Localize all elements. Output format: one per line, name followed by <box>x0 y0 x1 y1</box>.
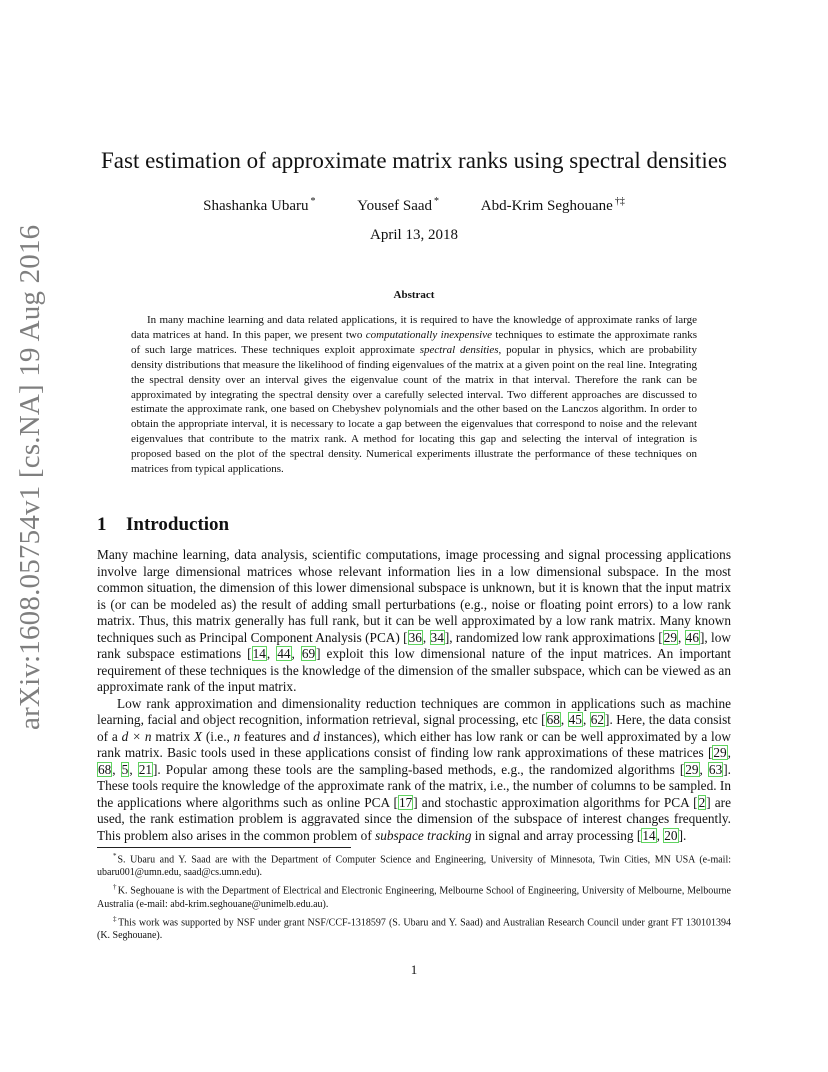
citation-link[interactable]: 46 <box>685 629 699 645</box>
page-number: 1 <box>410 962 418 977</box>
body-text-run: matrix <box>151 728 194 744</box>
section-number: 1 <box>97 514 107 535</box>
body-text-run: in signal and array processing [ <box>471 827 642 843</box>
author-affiliation-mark: * <box>310 196 316 207</box>
author-seghouane <box>481 192 625 216</box>
citation-link[interactable]: 14 <box>252 646 266 661</box>
body-text-run: Many machine learning, data analysis, scientific computations, image processing and signal processing applications involve large dimensional matrices whose relevant information lies in a low dimensional subspace. In the most common situation, the dimension of this lower dimensional subspace is unknown, but it is known that the input matrix is (or can be modeled as) the result of adding small perturbations (e.g., noise or floating point errors) to a low rank matrix. Thus, this matrix generally has full rank, but it can be well approximated by a low rank matrix. Many known techniques such as Principal Component Analysis (PCA) [ <box>97 547 731 645</box>
abstract-text: , popular in physics, which are probability density distributions that measure the likelihood of finding eigenvalues of the matrix at a given point on the real line. Integrating the spectral density over an interval gives the eigenvalue count of the matrix in that interval. Therefore the rank can be approximated by integrating the spectral density over a carefully selected interval. Two different approaches are discussed to estimate the approximate rank, one based on Chebyshev polynomials and the other based on the Lanczos algorithm. In order to obtain the appropriate interval, it is necessary to locate a gap between the eigenvalues that correspond to noise and the relevant eigenvalues that contribute to the matrix rank. A method for locating this gap and selecting the interval of integration is proposed based on the plot of the spectral density. Numerical experiments illustrate the performance of these techniques on matrices from typical applications. <box>131 343 697 476</box>
citation-link[interactable]: 20 <box>664 827 678 843</box>
citation-link[interactable]: 29 <box>713 745 727 760</box>
author-name: Abd-Krim Seghouane <box>480 198 613 214</box>
body-text-run: ]. These tools require the knowledge of the approximate rank of the matrix, i.e., the number of columns to be sampled. In the applications where algorithms such as online PCA [ <box>97 761 731 810</box>
citation-link[interactable]: 68 <box>546 712 560 727</box>
author-affiliation-mark: †‡ <box>614 196 625 207</box>
citation-link[interactable]: 45 <box>568 712 582 727</box>
abstract-heading: Abstract <box>393 289 435 301</box>
body-text-run: instances), which either has low rank or can be well approximated by a low rank matrix. Basic tools used in these applications consist of finding low rank approximations of these matrices [ <box>97 728 731 760</box>
citation-link[interactable]: 29 <box>685 761 699 777</box>
body-text-run: features and <box>240 728 314 744</box>
arxiv-identifier-stamp: arXiv:1608.05754v1 [cs.NA] 19 Aug 2016 <box>14 224 46 730</box>
footnote-text: This work was supported by NSF under grant NSF/CCF-1318597 (S. Ubaru and Y. Saad) and Australian Research Council under grant FT 130101394 (K. Seghouane). <box>97 917 731 941</box>
citation-link[interactable]: 44 <box>277 646 291 661</box>
math-inline: d × n <box>121 728 152 744</box>
body-text-run: ]. Popular among these tools are the sampling-based methods, e.g., the randomized algorithms [ <box>153 761 685 777</box>
citation-link[interactable]: 17 <box>398 794 413 810</box>
body-text-run: Low rank approximation and dimensionality reduction techniques are common in applications such as machine learning, facial and object recognition, information retrieval, signal processing, etc [ <box>97 695 731 727</box>
body-text-run: (i.e., <box>202 728 234 744</box>
citation-link[interactable]: 63 <box>708 761 723 777</box>
footnote-divider <box>97 847 351 848</box>
paragraph: Many machine learning, data analysis, scientific computations, image processing and signal processing applications involve large dimensional matrices whose relevant information lies in a low dimensional subspace. In the most common situation, the dimension of this lower dimensional subspace is unknown, but it is known that the input matrix is (or can be modeled as) the result of adding small perturbations (e.g., noise or floating point errors) to a low rank matrix. Thus, this matrix generally has full rank, but it can be well approximated by a low rank matrix. Many known techniques such as Principal Component Analysis (PCA) [36, 34], randomized low rank approximations [29, 46], low rank subspace estimations [14, 44, 69] exploit this low dimensional nature of the input matrices. An important requirement of these techniques is the knowledge of the dimension of the smaller subspace, which can be viewed as an approximate rank of the input matrix. <box>97 547 731 694</box>
citation-link[interactable]: 69 <box>301 646 316 661</box>
citation-link[interactable]: 21 <box>138 761 152 777</box>
paper-date: April 13, 2018 <box>370 227 458 243</box>
citation-link[interactable]: 29 <box>663 629 678 645</box>
section-heading-introduction <box>97 512 229 538</box>
citation-link[interactable]: 36 <box>408 629 422 645</box>
citation-link[interactable]: 2 <box>698 794 706 810</box>
body-text-run: ]. <box>678 827 687 843</box>
citation-link[interactable]: 14 <box>642 827 656 843</box>
author-name: Yousef Saad <box>357 198 433 214</box>
introduction-body <box>97 547 731 844</box>
author-name: Shashanka Ubaru <box>203 198 309 214</box>
abstract-body <box>131 313 697 477</box>
footnote-3 <box>97 913 731 943</box>
body-emphasis: subspace tracking <box>375 827 472 843</box>
author-affiliation-mark: * <box>434 196 440 207</box>
citation-link[interactable]: 68 <box>98 761 112 777</box>
footnote-mark: ‡ <box>113 914 118 923</box>
citation-link[interactable]: 34 <box>430 629 444 645</box>
math-inline: n <box>233 728 241 744</box>
paragraph: Low rank approximation and dimensionality reduction techniques are common in applications such as machine learning, facial and object recognition, information retrieval, signal processing, etc [68, 45, 62]. Here, the data consist of a d × n matrix X (i.e., n features and d instances), which either has low rank or can be well approximated by a low rank matrix. Basic tools used in these applications consist of finding low rank approximations of these matrices [29, 68, 5, 21]. Popular among these tools are the sampling-based methods, e.g., the randomized algorithms [29, 63]. These tools require the knowledge of the approximate rank of the matrix, i.e., the number of columns to be sampled. In the applications where algorithms such as online PCA [17] and stochastic approximation algorithms for PCA [2] are used, the rank estimation problem is aggravated since the dimension of the subspace of interest changes frequently. This problem also arises in the common problem of subspace tracking in signal and array processing [14, 20]. <box>97 695 732 843</box>
footnote-text: S. Ubaru and Y. Saad are with the Department of Computer Science and Engineering, University of Minnesota, Twin Cities, MN USA (e-mail: ubaru001@umn.edu, saad@cs.umn.edu). <box>97 854 731 879</box>
author-ubaru <box>203 192 315 216</box>
footnote-2 <box>97 881 731 911</box>
footnote-mark: † <box>113 883 117 892</box>
author-list <box>0 192 828 216</box>
abstract-text: In many machine learning and data related applications, it is required to have the knowledge of approximate ranks of large data matrices at hand. In this paper, we present two <box>131 314 697 341</box>
body-text-run: ], low rank subspace estimations [ <box>97 629 731 661</box>
math-inline: d <box>313 728 320 744</box>
abstract-emphasis: spectral densities <box>419 343 499 356</box>
footnote-text: K. Seghouane is with the Department of Electrical and Electronic Engineering, Melbourne School of Engineering, University of Melbourne, Melbourne Australia (e-mail: abd-krim.seghouane@unimelb.edu.au). <box>97 885 731 910</box>
author-saad <box>357 192 439 216</box>
citation-link[interactable]: 5 <box>121 761 129 777</box>
abstract-text: techniques to estimate the approximate ranks of such large matrices. These techniques exploit approximate <box>131 328 697 356</box>
abstract-emphasis: computationally inexpensive <box>365 328 492 341</box>
body-text-run: ] and stochastic approximation algorithms for PCA [ <box>413 794 698 810</box>
section-title: Introduction <box>126 514 230 535</box>
footnote-1 <box>97 850 731 880</box>
body-text-run: ] exploit this low dimensional nature of the input matrices. An important requirement of these techniques is the knowledge of the dimension of the smaller subspace, which can be viewed as an approximate rank of the input matrix. <box>97 646 731 694</box>
footnote-mark: * <box>113 852 117 860</box>
body-text-run: ] are used, the rank estimation problem is aggravated since the dimension of the subspace of interest changes frequently. This problem also arises in the common problem of <box>97 794 732 843</box>
paper-title: Fast estimation of approximate matrix ranks using spectral densities <box>101 148 727 173</box>
footnotes <box>97 850 731 944</box>
body-text-run: ], randomized low rank approximations [ <box>444 629 663 645</box>
citation-link[interactable]: 62 <box>590 712 605 727</box>
math-inline: X <box>193 728 203 744</box>
body-text-run: ]. Here, the data consist of a <box>97 712 731 744</box>
